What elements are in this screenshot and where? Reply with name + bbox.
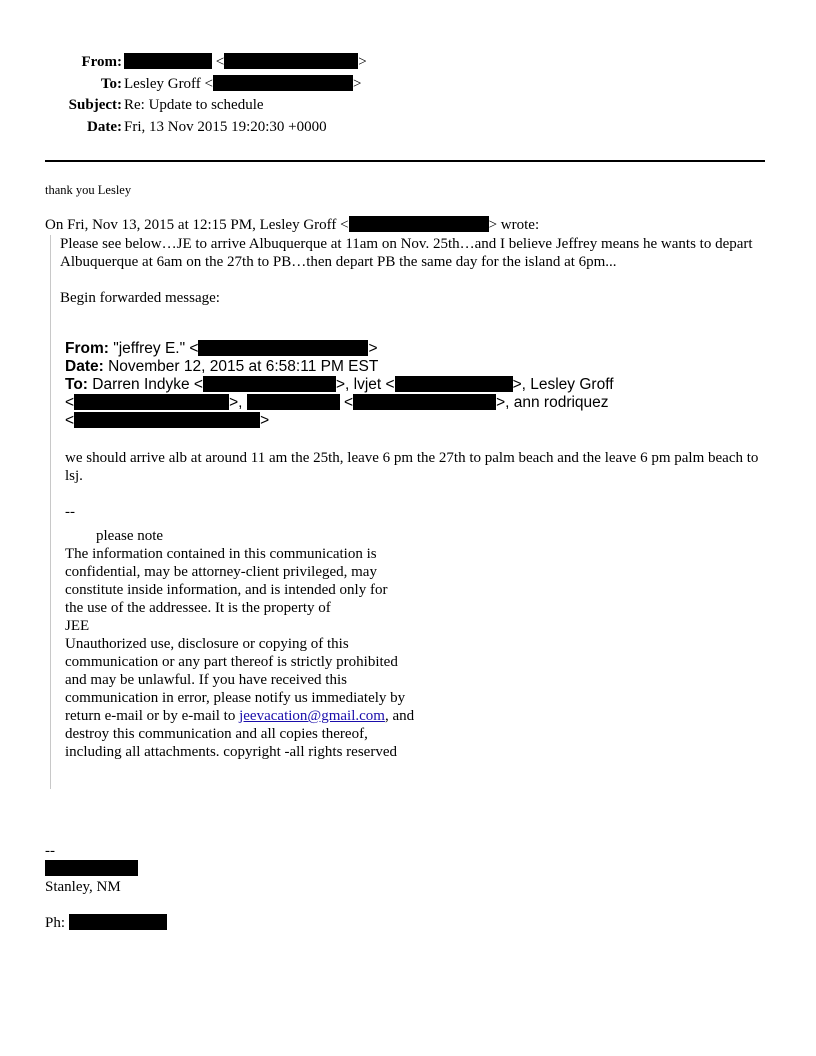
quoted-paragraph: Please see below…JE to arrive Albuquerque at 11am on Nov. 25th…and I believe Jeffrey means he wants to depart Albuquerque at 6am on the 27th to PB…then depart PB the same day for the island at 6pm... <box>60 236 753 270</box>
footer-name <box>45 860 167 878</box>
disclaimer-line: the use of the addressee. It is the property of <box>65 600 331 616</box>
disclaimer-line: constitute inside information, and is intended only for <box>65 582 388 598</box>
subject-value: Re: Update to schedule <box>124 97 264 113</box>
redaction-bar <box>213 75 353 91</box>
redaction-bar <box>69 914 167 930</box>
reply-greeting: thank you Lesley <box>45 183 132 197</box>
redaction-bar <box>395 376 513 392</box>
redaction-bar <box>203 376 336 392</box>
footer-location: Stanley, NM <box>45 879 121 895</box>
to-row <box>0 75 816 97</box>
disclaimer-line: JEE <box>65 618 90 634</box>
date-row <box>0 118 816 140</box>
footer-separator: -- <box>45 843 55 859</box>
redaction-bar <box>74 412 260 428</box>
disclaimer-line: destroy this communication and all copies thereof, <box>65 726 368 742</box>
forwarded-to-cont: < >, < >, ann rodriquez <box>65 394 609 411</box>
subject-label: Subject: <box>68 97 122 113</box>
from-value: < > <box>124 53 367 72</box>
redaction-bar <box>353 394 496 410</box>
to-label: To: <box>100 75 122 92</box>
reply-attribution: On Fri, Nov 13, 2015 at 12:15 PM, Lesley Groff < > wrote: <box>45 217 540 233</box>
subject-row <box>0 96 816 118</box>
date-value: Fri, 13 Nov 2015 19:20:30 +0000 <box>124 118 327 135</box>
from-label: From: <box>81 54 122 70</box>
email-header <box>0 53 816 139</box>
disclaimer-block <box>65 503 485 761</box>
quoted-message <box>50 235 767 789</box>
disclaimer-line: confidential, may be attorney-client privileged, may <box>65 564 377 580</box>
redaction-bar <box>224 53 358 69</box>
redaction-bar <box>124 53 212 69</box>
forwarded-to-cont2: < > <box>65 412 270 429</box>
forwarded-date: Date: November 12, 2015 at 6:58:11 PM EST <box>65 358 379 375</box>
redaction-bar <box>349 216 489 232</box>
please-note: please note <box>96 528 164 544</box>
forwarded-to: To: Darren Indyke < >, lvjet < >, Lesley Groff <box>65 376 614 393</box>
disclaimer-email-line: return e-mail or by e-mail to jeevacation@gmail.com, and <box>65 708 415 724</box>
sender-signature <box>45 842 167 932</box>
disclaimer-line: communication or any part thereof is strictly prohibited <box>65 654 398 670</box>
from-row <box>0 53 816 75</box>
redaction-bar <box>198 340 368 356</box>
disclaimer-line: Unauthorized use, disclosure or copying of this <box>65 636 349 652</box>
disclaimer-line: and may be unlawful. If you have received this <box>65 672 347 688</box>
forwarded-body: we should arrive alb at around 11 am the 25th, leave 6 pm the 27th to palm beach and the leave 6 pm palm beach to lsj. <box>65 450 759 484</box>
disclaimer-line: communication in error, please notify us immediately by <box>65 690 406 706</box>
footer-phone: Ph: <box>45 914 167 932</box>
disclaimer-line: The information contained in this communication is <box>65 546 377 562</box>
disclaimer-line: including all attachments. copyright -all rights reserved <box>65 744 397 760</box>
quoted-content <box>60 235 765 760</box>
to-value: Lesley Groff < > <box>124 75 362 92</box>
header-divider <box>45 160 765 162</box>
redaction-bar <box>45 860 138 876</box>
redaction-bar <box>247 394 340 410</box>
email-link[interactable]: jeevacation@gmail.com <box>239 708 385 724</box>
forwarded-header <box>65 340 765 430</box>
begin-forwarded: Begin forwarded message: <box>60 290 220 306</box>
redaction-bar <box>74 394 229 410</box>
date-label: Date: <box>87 118 122 135</box>
forwarded-from: From: "jeffrey E." < > <box>65 340 378 357</box>
signature-separator: -- <box>65 504 75 520</box>
